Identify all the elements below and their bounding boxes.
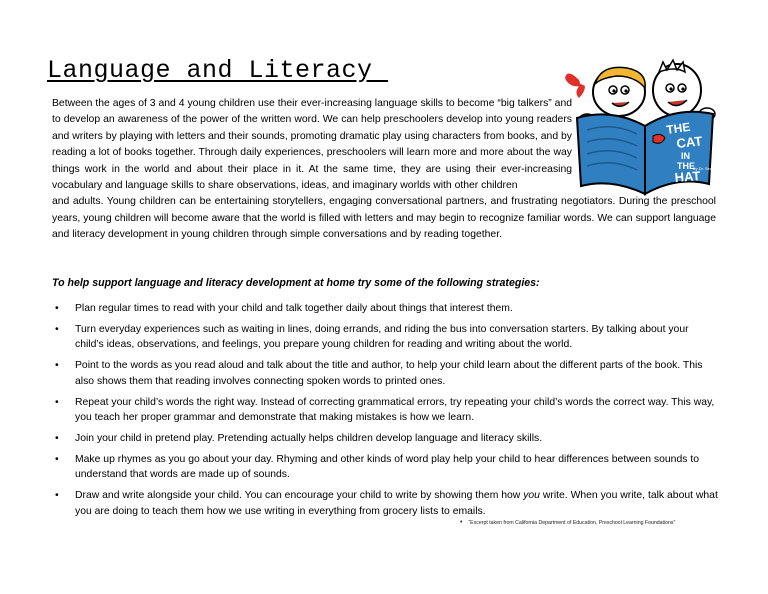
book-icon [577,112,716,194]
footnote-text: “Excerpt taken from California Department of Education, Preschool Learning Foundations” [468,520,676,526]
list-item-text: write. When you write, talk about what you are doing to teach them how we use writing in everything from grocery lists to emails. [75,490,718,517]
girl-character-icon [565,67,645,116]
page-title: Language and Literacy [47,56,389,85]
list-item-text: Draw and write alongside your child. You can encourage your child to write by showing them how [75,490,524,502]
list-item: • Plan regular times to read with your child and talk together daily about things that interest them. [52,301,718,317]
strategies-list [52,301,718,524]
footnote-bullet: • [460,519,463,526]
emphasis-text: you [523,490,540,502]
book-title-line: IN [681,151,690,161]
intro-lead-text: Between the ages of 3 and 4 young children use their ever-increasing language skills to become “big talkers” and to develop an awareness of the power of the written word. We can help preschoolers develop into young readers and writers by playing with letters and their sounds, promoting dramatic play using characters from books, and by reading a lot of books together. Through daily experiences, preschoolers will learn more and more about the way things work in the world and about their place in it. At the same time, they are using their ever-increasing vocabulary and language skills to share observations, ideas, and imaginary worlds with other children [52,98,572,192]
book-title-line: HAT [674,168,701,185]
footnote [460,519,675,526]
list-item [52,488,718,519]
list-item: • Make up rhymes as you go about your day. Rhyming and other kinds of word play help your child to hear differences between sounds to understand that words are made up of sounds. [52,452,718,483]
strategies-heading: To help support language and literacy development at home try some of the following strategies: [52,277,540,289]
cat-in-the-hat-illustration [557,58,727,198]
list-item: • Repeat your child’s words the right way. Instead of correcting grammatical errors, try repeating your child’s words the correct way. This way, you teach her proper grammar and demonstrate that making mistakes is how we learn. [52,395,718,426]
book-title-line: CAT [675,133,703,151]
list-item: • Point to the words as you read aloud and talk about the title and author, to help your child learn about the different parts of the book. This also shows them that reading involves connecting spoken words to printed ones. [52,358,718,389]
list-item: • Join your child in pretend play. Pretending actually helps children develop language and literacy skills. [52,431,718,447]
book-author: By Dr. Seuss [693,166,717,171]
list-item: • Turn everyday experiences such as waiting in lines, doing errands, and riding the bus into conversation starters. By talking about your child’s ideas, observations, and feelings, you prepare young children for reading and writing about the world. [52,322,718,353]
book-title-line: THE [677,161,695,171]
book-title-line: THE [665,119,692,137]
intro-rest-text: and adults. Young children can be entertaining storytellers, engaging conversational partners, and frustrating negotiators. During the preschool years, young children will become aware that the world is filled with letters and may begin to recognize familiar words. We can support language and literacy development in young children through simple conversations and by reading together. [52,196,716,241]
boy-character-icon [653,60,701,116]
